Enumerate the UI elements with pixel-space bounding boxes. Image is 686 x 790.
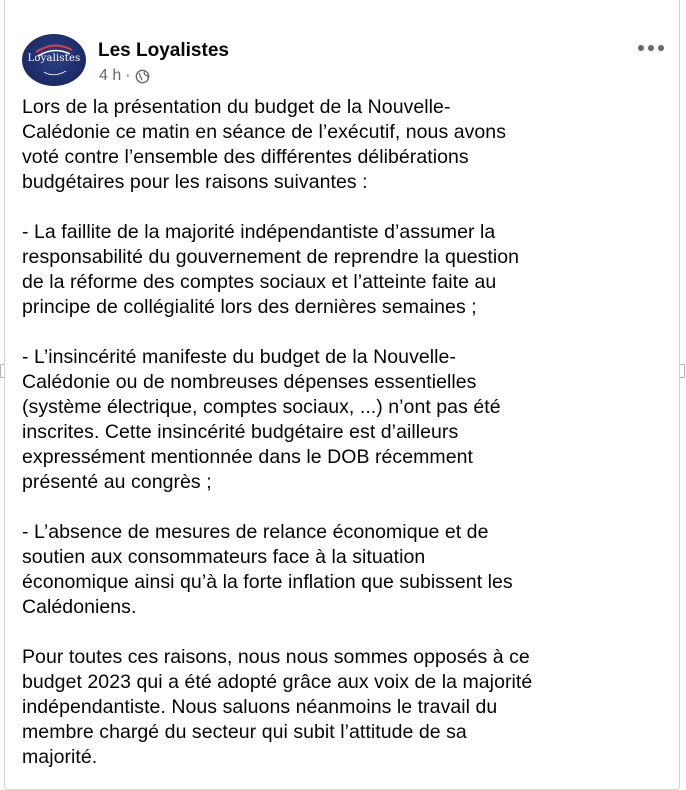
post-meta [99,67,150,85]
avatar-logo-text: Loyalistes [27,53,81,64]
post-paragraph: Lors de la présentation du budget de la Nouvelle- Calédonie ce matin en séance de l’exécutif, nous avons voté contre l’ensemble des différentes délibérations budgétaires pour les raisons suivantes : [22,96,507,193]
page-name[interactable]: Les Loyalistes [98,40,229,61]
post-text [22,95,672,770]
post-paragraph: - L’absence de mesures de relance économique et de soutien aux consommateurs face à la situation économique ainsi qu’à la forte inflation que subissent les Calédoniens. [22,521,513,618]
post-paragraph: - La faillite de la majorité indépendantiste d’assumer la responsabilité du gouvernement de reprendre la question de la réforme des comptes sociaux et l’atteinte faite au principe de collégialité lors des dernières semaines ; [22,221,520,318]
post-paragraph: Pour toutes ces raisons, nous nous sommes opposés à ce budget 2023 qui a été adopté grâce aux voix de la majorité indépendantiste. Nous saluons néanmoins le travail du membre chargé du secteur qui subit l’attitude de sa majorité. [22,646,533,768]
post-paragraph: - L’insincérité manifeste du budget de la Nouvelle- Calédonie ou de nombreuses dépenses essentielles (système électrique, comptes sociaux, ...) n’ont pas été inscrites. Cette insincérité budgétaire est d’ailleurs expressément mentionnée dans le DOB récemment présenté au congrès ; [22,346,501,493]
globe-icon[interactable] [135,69,150,84]
post-header [22,34,666,86]
more-options-icon[interactable] [638,42,666,54]
post-timestamp[interactable]: 4 h [99,67,122,84]
meta-separator: · [125,67,131,84]
avatar[interactable] [22,34,86,86]
